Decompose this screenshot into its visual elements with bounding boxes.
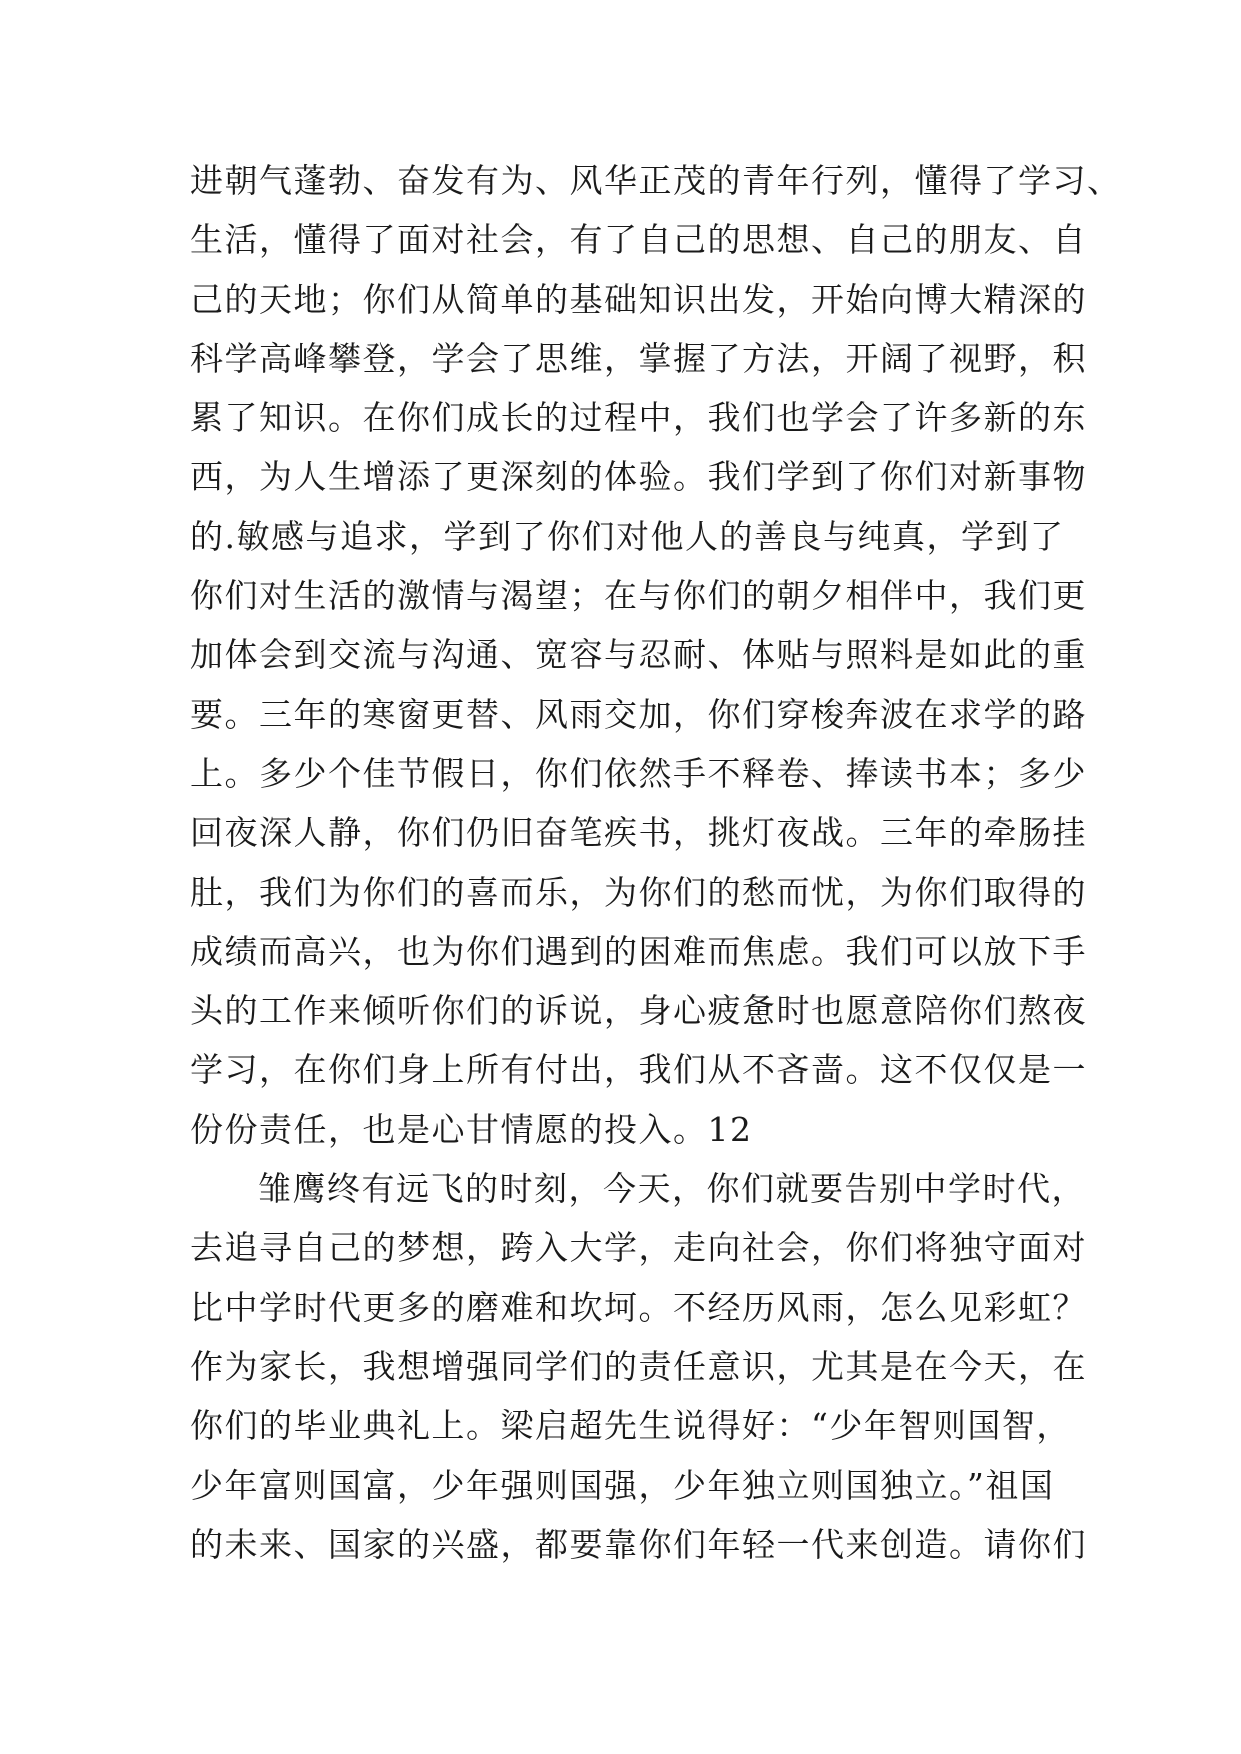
text-line: 上。多少个佳节假日，你们依然手不释卷、捧读书本；多少 xyxy=(190,753,1087,793)
paragraph-start-line: 雏鹰终有远飞的时刻，今天，你们就要告别中学时代， xyxy=(258,1169,1086,1209)
text-line: 进朝气蓬勃、奋发有为、风华正茂的青年行列，懂得了学习、 xyxy=(190,161,1122,200)
text-line: 要。三年的寒窗更替、风雨交加，你们穿梭奔波在求学的路 xyxy=(190,694,1087,734)
text-line: 份份责任，也是心甘情愿的投入。12 xyxy=(190,1109,753,1149)
text-line: 的.敏感与追求，学到了你们对他人的善良与纯真，学到了 xyxy=(190,516,1065,556)
text-line: 去追寻自己的梦想，跨入大学，走向社会，你们将独守面对 xyxy=(190,1228,1087,1268)
text-line: 你们的毕业典礼上。梁启超先生说得好：“少年智则国智， xyxy=(190,1406,1071,1446)
text-line: 头的工作来倾听你们的诉说，身心疲惫时也愿意陪你们熬夜 xyxy=(190,991,1087,1031)
text-line: 加体会到交流与沟通、宽容与忍耐、体贴与照料是如此的重 xyxy=(190,635,1087,675)
text-line: 的未来、国家的兴盛，都要靠你们年轻一代来创造。请你们 xyxy=(190,1524,1087,1564)
text-line: 肚，我们为你们的喜而乐，为你们的愁而忧，为你们取得的 xyxy=(190,872,1087,912)
text-line: 回夜深人静，你们仍旧奋笔疾书，挑灯夜战。三年的牵肠挂 xyxy=(190,813,1087,853)
text-line: 西，为人生增添了更深刻的体验。我们学到了你们对新事物 xyxy=(190,457,1087,497)
body-text xyxy=(190,151,1122,1574)
text-line: 比中学时代更多的磨难和坎坷。不经历风雨，怎么见彩虹？ xyxy=(190,1287,1087,1327)
text-line: 累了知识。在你们成长的过程中，我们也学会了许多新的东 xyxy=(190,398,1087,438)
text-line: 生活，懂得了面对社会，有了自己的思想、自己的朋友、自 xyxy=(190,220,1087,260)
text-line: 少年富则国富，少年强则国强，少年独立则国独立。”祖国 xyxy=(190,1465,1055,1505)
text-line: 你们对生活的激情与渴望；在与你们的朝夕相伴中，我们更 xyxy=(190,576,1087,616)
text-line: 科学高峰攀登，学会了思维，掌握了方法，开阔了视野，积 xyxy=(190,338,1087,378)
text-line: 学习，在你们身上所有付出，我们从不吝啬。这不仅仅是一 xyxy=(190,1050,1087,1090)
text-line: 己的天地；你们从简单的基础知识出发，开始向博大精深的 xyxy=(190,279,1087,319)
text-line: 成绩而高兴，也为你们遇到的困难而焦虑。我们可以放下手 xyxy=(190,931,1087,971)
text-line: 作为家长，我想增强同学们的责任意识，尤其是在今天，在 xyxy=(190,1346,1087,1386)
